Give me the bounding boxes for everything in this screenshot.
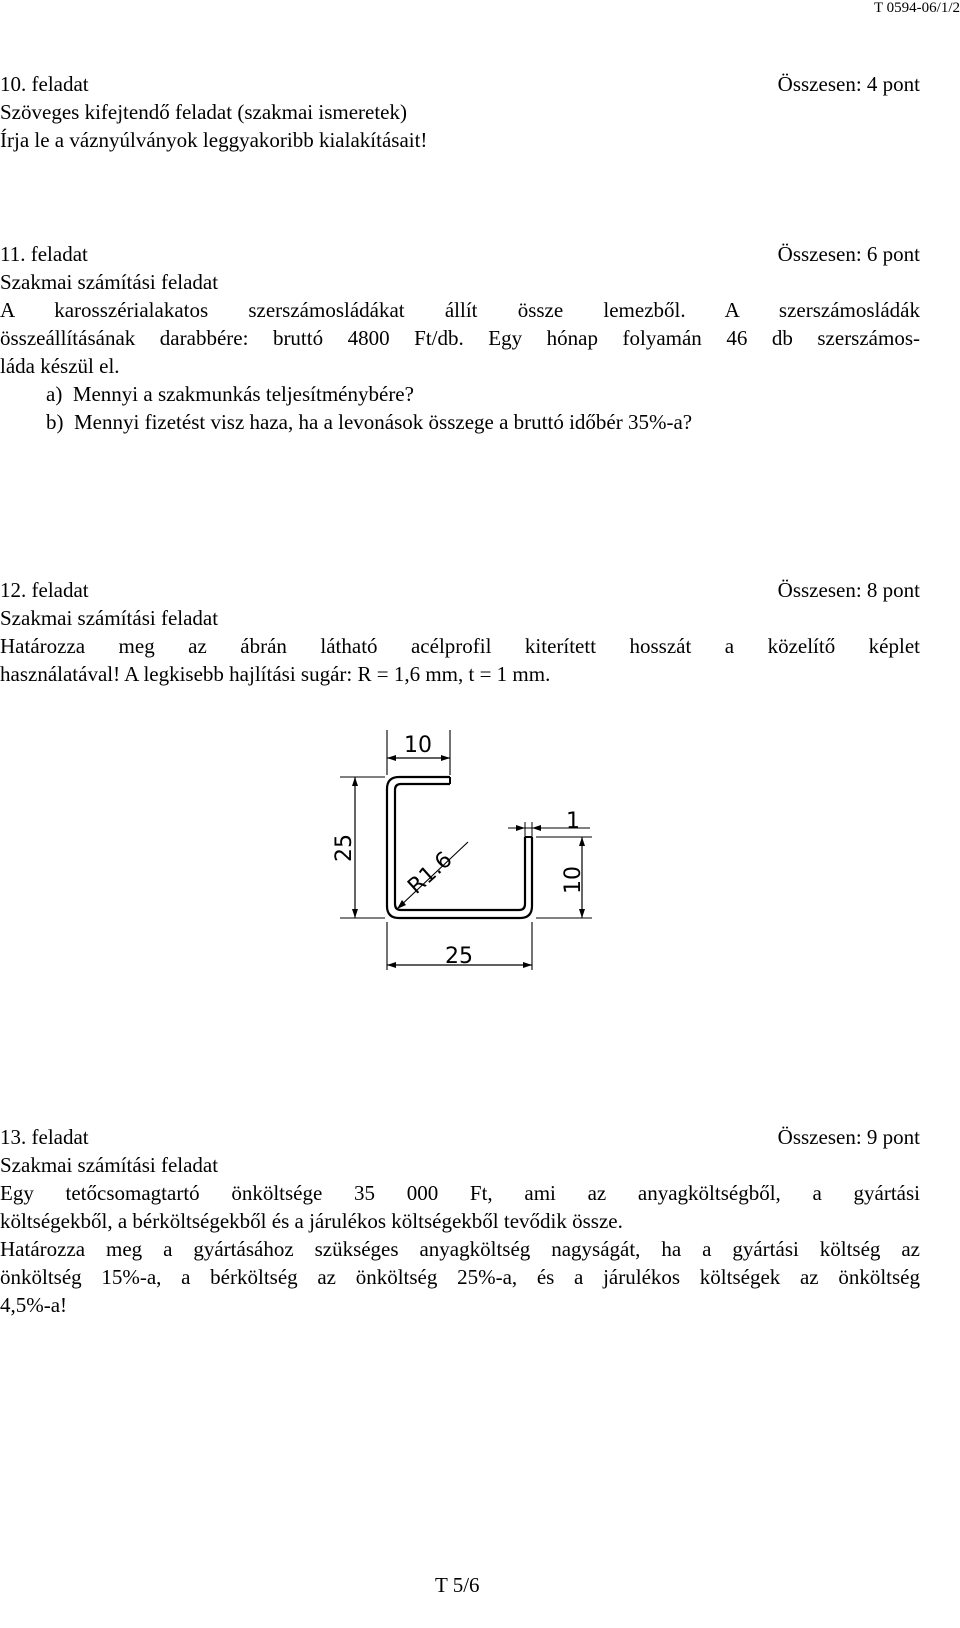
task10-title: 10. feladat <box>0 72 89 96</box>
profile-drawing <box>320 720 620 980</box>
task12-title: 12. feladat <box>0 578 89 602</box>
radius-label: R1.6 <box>403 847 458 900</box>
task11-text-line: összeállításának darabbére: bruttó 4800 Ft/db. Egy hónap folyamán 46 db szerszámos- <box>0 326 920 350</box>
profile-outline <box>387 777 532 918</box>
dim-label-top: 10 <box>404 733 432 758</box>
task13-title: 13. feladat <box>0 1125 89 1149</box>
task10-heading <box>0 72 920 100</box>
task13-text-line: Egy tetőcsomagtartó önköltsége 35 000 Ft, ami az anyagköltségből, a gyártási <box>0 1181 920 1205</box>
dim-label-left: 25 <box>332 834 357 862</box>
task11-title: 11. feladat <box>0 242 88 266</box>
task10-points: Összesen: 4 pont <box>777 72 920 96</box>
task13-heading <box>0 1125 920 1153</box>
dim-label-thickness: 1 <box>566 809 580 834</box>
task12-type: Szakmai számítási feladat <box>0 606 219 630</box>
task11-item-b: b) Mennyi fizetést visz haza, ha a levonások összege a bruttó időbér 35%-a? <box>46 410 693 434</box>
task13-points: Összesen: 9 pont <box>777 1125 920 1149</box>
task13-type: Szakmai számítási feladat <box>0 1153 219 1177</box>
task12-points: Összesen: 8 pont <box>777 578 920 602</box>
task13-text-line: önköltség 15%-a, a bérköltség az önköltség 25%-a, és a járulékos költségek az önköltség <box>0 1265 920 1289</box>
task10-question: Írja le a váznyúlványok leggyakoribb kialakításait! <box>0 128 428 152</box>
task11-type: Szakmai számítási feladat <box>0 270 219 294</box>
task10-type: Szöveges kifejtendő feladat (szakmai ismeretek) <box>0 100 407 124</box>
task13-text-line: 4,5%-a! <box>0 1293 68 1317</box>
task11-heading <box>0 242 920 270</box>
task11-text-line: A karosszérialakatos szerszámosládákat állít össze lemezből. A szerszámosládák <box>0 298 920 322</box>
document-code: T 0594-06/1/2 <box>874 0 960 16</box>
dim-label-bottom: 25 <box>445 944 473 969</box>
task11-item-a: a) Mennyi a szakmunkás teljesítménybére? <box>46 382 414 406</box>
task12-text-line: használatával! A legkisebb hajlítási sugár: R = 1,6 mm, t = 1 mm. <box>0 662 551 686</box>
task11-text-line: láda készül el. <box>0 354 120 378</box>
task12-text-line: Határozza meg az ábrán látható acélprofil kiterített hosszát a közelítő képlet <box>0 634 920 658</box>
dim-label-right: 10 <box>561 866 586 894</box>
task13-text-line: Határozza meg a gyártásához szükséges anyagköltség nagyságát, ha a gyártási költség az <box>0 1237 920 1261</box>
task13-text-line: költségekből, a bérköltségekből és a járulékos költségekből tevődik össze. <box>0 1209 623 1233</box>
task12-heading <box>0 578 920 606</box>
page-number: T 5/6 <box>435 1573 480 1597</box>
task11-points: Összesen: 6 pont <box>777 242 920 266</box>
